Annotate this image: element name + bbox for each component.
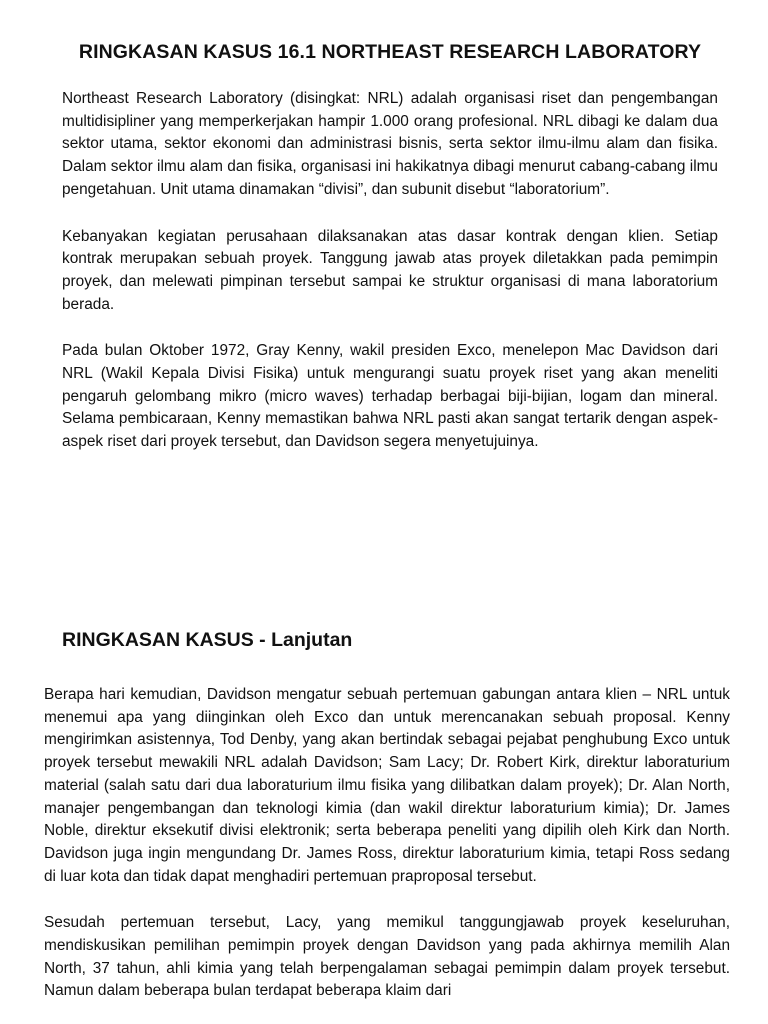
slide-2-paragraph-2: Sesudah pertemuan tersebut, Lacy, yang memikul tanggungjawab proyek keseluruhan, mendiskusikan pemilihan pemimpin proyek dengan Davidson yang pada akhirnya memilih Alan North, 37 tahun, ahli kimia yang telah berpengalaman sebagai pemimpin dalam proyek tersebut. Namun dalam beberapa bulan terdapat beberapa klaim dari xyxy=(44,914,730,1000)
slide-1-paragraph-2: Kebanyakan kegiatan perusahaan dilaksanakan atas dasar kontrak dengan klien. Setiap kontrak merupakan sebuah proyek. Tanggung jawab atas proyek diletakkan pada pemimpin proyek, dan melewati pimpinan tersebut sampai ke struktur organisasi di mana laboratorium berada. xyxy=(62,227,718,313)
slide-2-paragraph-1: Berapa hari kemudian, Davidson mengatur sebuah pertemuan gabungan antara klien – NRL untuk menemui apa yang diinginkan oleh Exco dan untuk merencanakan sebuah proposal. Kenny mengirimkan asistennya, Tod Denby, yang akan bertindak sebagai pejabat penghubung Exco untuk proyek tersebut mewakili NRL adalah Davidson; Sam Lacy; Dr. Robert Kirk, direktur laboraturium material (salah satu dari dua laboraturium ilmu fisika yang dilibatkan dalam proyek); Dr. Alan North, manajer pengembangan dan teknologi kimia (dan wakil direktur laboraturium kimia); Dr. James Noble, direktur eksekutif divisi elektronik; serta beberapa peneliti yang dipilih oleh Kirk dan North. Davidson juga ingin mengundang Dr. James Ross, direktur laboraturium kimia, tetapi Ross sedang di luar kota dan tidak dapat menghadiri pertemuan praproposal tersebut. xyxy=(44,686,730,885)
slide-2-title: RINGKASAN KASUS - Lanjutan xyxy=(62,629,353,651)
slide-1-paragraph-3: Pada bulan Oktober 1972, Gray Kenny, wakil presiden Exco, menelepon Mac Davidson dari NRL (Wakil Kepala Divisi Fisika) untuk mengurangi suatu proyek riset yang akan meneliti pengaruh gelombang mikro (micro waves) terhadap berbagai biji-bijian, logam dan mineral. Selama pembicaraan, Kenny memastikan bahwa NRL pasti akan sangat tertarik dengan aspek-aspek riset dari proyek tersebut, dan Davidson segera menyetujuinya. xyxy=(62,342,718,451)
slide-2 xyxy=(0,600,768,1024)
slide-1-title: RINGKASAN KASUS 16.1 NORTHEAST RESEARCH LABORATORY xyxy=(78,41,702,63)
slide-1-paragraph-1: Northeast Research Laboratory (disingkat: NRL) adalah organisasi riset dan pengembangan multidisipliner yang memperkerjakan hampir 1.000 orang profesional. NRL dibagi ke dalam dua sektor utama, sektor ekonomi dan administrasi bisnis, serta sektor ilmu-ilmu alam dan fisika. Dalam sektor ilmu alam dan fisika, organisasi ini hakikatnya dibagi menurut cabang-cabang ilmu pengetahuan. Unit utama dinamakan “divisi”, dan subunit disebut “laboratorium”. xyxy=(62,90,718,198)
